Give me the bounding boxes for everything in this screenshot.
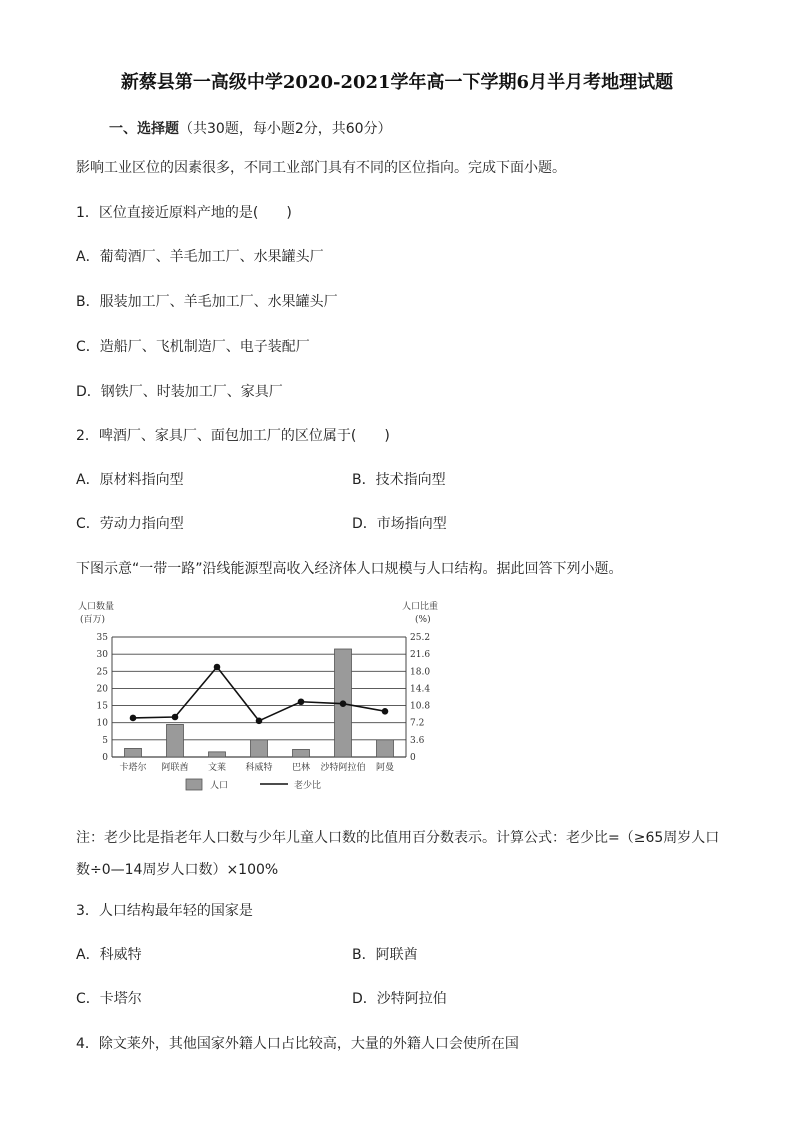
question-1-option-d: D．钢铁厂、时装加工厂、家具厂 [76,384,283,400]
y-left-tick-label: 15 [96,701,108,712]
y-right-tick-label: 10.8 [410,701,431,712]
y-left-axis-title: 人口数量 [78,602,115,612]
x-tick-label: 卡塔尔 [119,763,147,773]
question-2-option-a: A．原材料指向型 [76,472,184,488]
legend-swatch-bar [186,779,202,790]
page-title: 新蔡县第一高级中学2020-2021学年高一下学期6月半月考地理试题 [120,72,674,93]
bar-文莱 [209,752,226,757]
bar-科威特 [251,740,268,757]
x-tick-label: 科威特 [245,763,273,773]
y-left-tick-label: 25 [96,667,108,678]
question-2-stem: 2．啤酒厂、家具厂、面包加工厂的区位属于( ) [76,428,390,444]
line-point-阿曼 [382,708,389,715]
question-2-option-c: C．劳动力指向型 [76,516,184,532]
y-right-tick-label: 25.2 [410,633,431,643]
x-tick-label: 阿联酋 [161,763,189,773]
y-left-tick-label: 35 [96,633,108,643]
y-right-tick-label: 21.6 [410,650,431,661]
question-3-option-c: C．卡塔尔 [76,991,142,1007]
y-right-tick-label: 18.0 [410,667,431,678]
x-tick-label: 沙特阿拉伯 [320,763,366,773]
question-3-option-b: B．阿联酋 [352,947,418,963]
chart-note: 注：老少比是指老年人口数与少年儿童人口数的比值用百分数表示。计算公式：老少比=（≥65周岁人口数÷0—14周岁人口数）×100% [76,830,720,878]
line-point-巴林 [298,698,305,705]
intro-text-1: 影响工业区位的因素很多，不同工业部门具有不同的区位指向。完成下面小题。 [76,160,566,176]
bar-阿曼 [377,740,394,757]
question-3-stem: 3．人口结构最年轻的国家是 [76,903,253,919]
line-point-科威特 [256,718,263,725]
y-right-tick-label: 0 [410,753,416,763]
y-left-tick-label: 10 [96,718,108,729]
y-right-axis-title: 人口比重 [402,602,439,612]
bar-阿联酋 [167,724,184,757]
question-1-option-b: B．服装加工厂、羊毛加工厂、水果罐头厂 [76,294,338,310]
y-left-tick-label: 20 [96,684,108,695]
y-right-tick-label: 3.6 [410,735,425,746]
y-left-tick-label: 30 [96,650,108,661]
x-tick-label: 巴林 [291,763,311,773]
question-1-option-c: C．造船厂、飞机制造厂、电子装配厂 [76,339,310,355]
question-3-option-a: A．科威特 [76,947,142,963]
y-left-tick-label: 0 [102,753,108,763]
question-1-option-a: A．葡萄酒厂、羊毛加工厂、水果罐头厂 [76,249,324,265]
y-left-tick-label: 5 [102,735,108,746]
intro-text-2: 下图示意“一带一路”沿线能源型高收入经济体人口规模与人口结构。据此回答下列小题。 [76,561,623,577]
y-right-tick-label: 14.4 [410,684,431,695]
line-point-阿联酋 [172,714,179,721]
question-2-option-d: D．市场指向型 [352,516,447,532]
question-2-option-b: B．技术指向型 [352,472,446,488]
y-right-axis-unit: (%) [415,615,431,625]
question-4-stem: 4．除文莱外，其他国家外籍人口占比较高，大量的外籍人口会使所在国 [76,1036,519,1052]
question-3-option-d: D．沙特阿拉伯 [352,991,447,1007]
y-right-tick-label: 7.2 [410,718,425,729]
x-tick-label: 阿曼 [375,763,395,773]
section-heading-label: 一、选择题 [109,121,179,137]
population-chart [70,597,440,803]
bar-卡塔尔 [125,748,142,757]
line-point-沙特阿拉伯 [340,700,347,707]
line-point-文莱 [214,664,221,671]
population-chart-svg [70,597,440,803]
question-1-stem: 1．区位直接近原料产地的是( ) [76,205,292,221]
x-tick-label: 文莱 [207,763,227,773]
line-point-卡塔尔 [130,715,137,722]
legend-label-bar: 人口 [210,781,229,791]
y-left-axis-unit: (百万) [80,615,106,625]
bar-巴林 [293,749,310,757]
section-heading [109,118,392,138]
legend-label-line: 老少比 [294,781,322,791]
section-heading-info: （共30题，每小题2分，共60分） [179,121,392,137]
